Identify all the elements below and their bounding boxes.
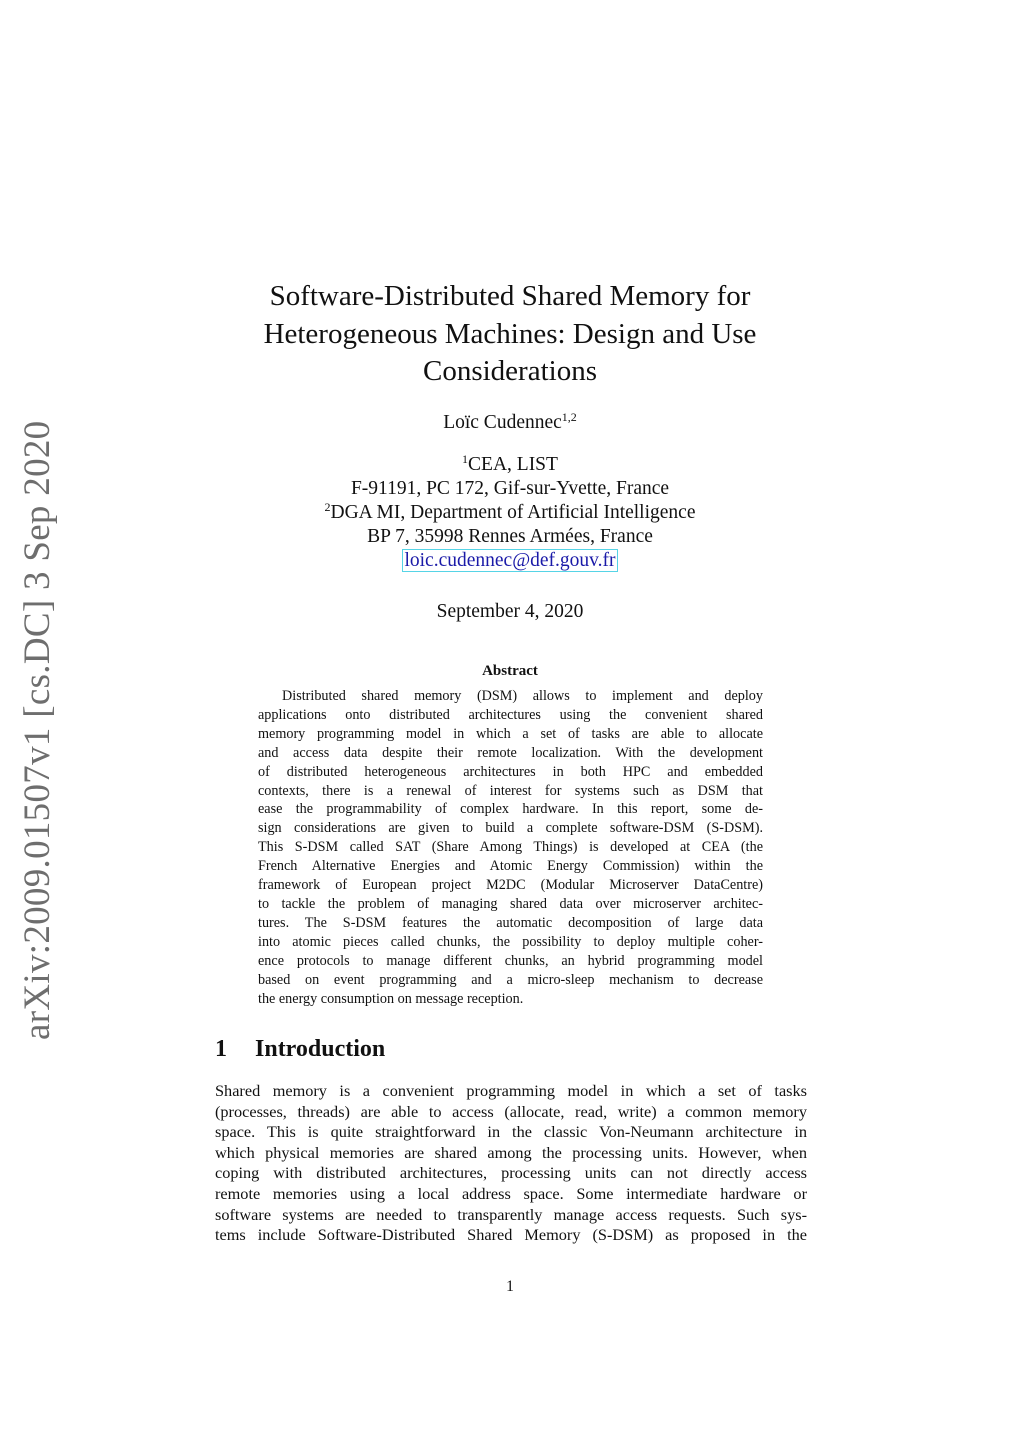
abstract-line: and access data despite their remote localization. With the development — [258, 744, 763, 761]
section-number: 1 — [215, 1036, 227, 1062]
affiliation-2-address: BP 7, 35998 Rennes Armées, France — [367, 526, 653, 547]
affiliation-2-name — [210, 501, 810, 525]
affiliations — [210, 453, 810, 573]
email-row — [210, 549, 810, 573]
section-title: Introduction — [255, 1036, 386, 1062]
abstract-line: sign considerations are given to build a complete software-DSM (S-DSM). — [258, 820, 763, 837]
body-line: space. This is quite straightforward in the classic Von-Neumann architecture in — [215, 1122, 807, 1142]
abstract-line: framework of European project M2DC (Modular Microserver DataCentre) — [258, 877, 763, 894]
abstract-line: Distributed shared memory (DSM) allows to implement and deploy — [282, 688, 763, 704]
body-line: software systems are needed to transparently manage access requests. Such sys- — [215, 1204, 807, 1224]
author-name: Loïc Cudennec — [443, 412, 562, 433]
body-line: which physical memories are shared among the processing units. However, when — [215, 1142, 807, 1162]
abstract-line: applications onto distributed architectures using the convenient shared — [258, 706, 763, 723]
affiliation-1-address: F-91191, PC 172, Gif-sur-Yvette, France — [350, 478, 670, 499]
abstract-line: This S-DSM called SAT (Share Among Things) is developed at CEA (the — [258, 839, 763, 856]
body-line: tems include Software-Distributed Shared Memory (S-DSM) as proposed in the — [215, 1225, 807, 1245]
page-number: 1 — [506, 1278, 514, 1295]
abstract-heading: Abstract — [482, 663, 538, 679]
body-line: (processes, threads) are able to access (allocate, read, write) a common memory — [215, 1101, 807, 1121]
abstract-line: of distributed heterogeneous architectures in both HPC and embedded — [258, 763, 763, 780]
section-heading-introduction — [215, 1036, 385, 1063]
abstract-line: into atomic pieces called chunks, the possibility to deploy multiple coher- — [258, 933, 763, 950]
body-line: Shared memory is a convenient programming model in which a set of tasks — [215, 1081, 807, 1100]
abstract-line: the energy consumption on message reception. — [258, 990, 524, 1007]
paper-title — [210, 278, 810, 391]
body-line: coping with distributed architectures, processing units can not directly access — [215, 1163, 807, 1183]
affiliation-2-label: DGA MI, Department of Artificial Intelligence — [330, 502, 696, 523]
author — [210, 412, 810, 434]
email-link[interactable]: loic.cudennec@def.gouv.fr — [404, 550, 616, 571]
title-line: Considerations — [423, 355, 597, 387]
introduction-body — [215, 1081, 807, 1246]
affiliation-1-name — [210, 453, 810, 477]
arxiv-identifier: arXiv:2009.01507v1 [cs.DC] 3 Sep 2020 — [17, 420, 58, 1040]
abstract-line: to tackle the problem of managing shared data over microserver architec- — [258, 895, 763, 912]
abstract-line: French Alternative Energies and Atomic Energy Commission) within the — [258, 858, 763, 875]
affiliation-1-mark: 1 — [462, 452, 469, 466]
abstract-line: based on event programming and a micro-sleep mechanism to decrease — [258, 971, 763, 988]
abstract-line: ence protocols to manage different chunks, an hybrid programming model — [258, 952, 763, 969]
affiliation-2-mark: 2 — [324, 500, 331, 514]
title-line: Software-Distributed Shared Memory for — [269, 280, 751, 312]
publication-date: September 4, 2020 — [436, 601, 584, 622]
affiliation-1-label: CEA, LIST — [468, 454, 558, 475]
abstract-line: memory programming model in which a set of tasks are able to allocate — [258, 725, 763, 742]
author-affiliation-marks: 1,2 — [561, 410, 577, 424]
abstract-body — [258, 687, 763, 1008]
abstract-line: ease the programmability of complex hardware. In this report, some de- — [258, 801, 763, 818]
body-line: remote memories using a local address space. Some intermediate hardware or — [215, 1183, 807, 1203]
abstract-line: contexts, there is a renewal of interest for systems such as DSM that — [258, 782, 763, 799]
title-line: Heterogeneous Machines: Design and Use — [263, 317, 757, 350]
abstract-line: tures. The S-DSM features the automatic decomposition of large data — [258, 914, 763, 931]
